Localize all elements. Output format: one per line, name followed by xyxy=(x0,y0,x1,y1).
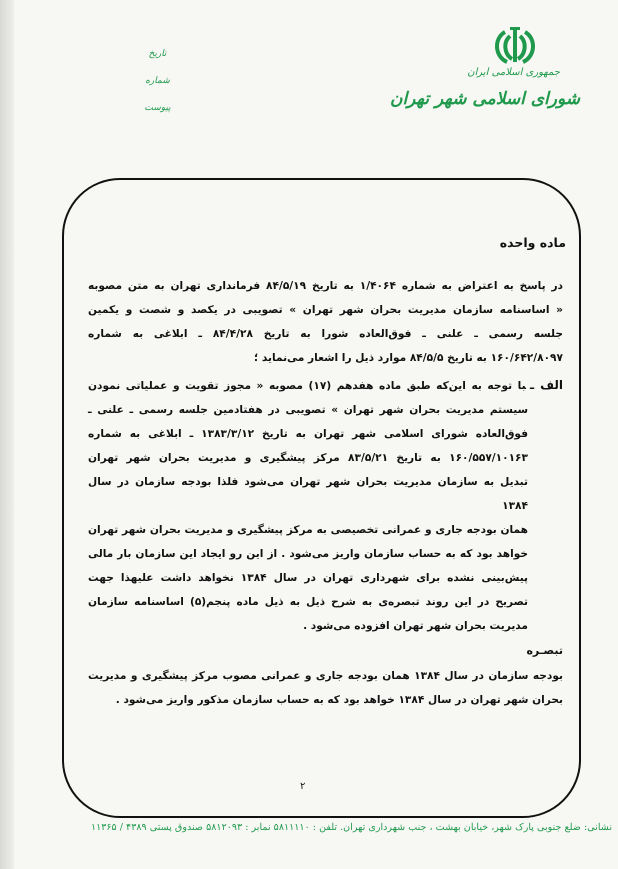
note-line: بحران شهر تهران در سال ۱۳۸۴ خواهد بود که به حساب سازمان مذکور واریز می‌شود . xyxy=(115,694,563,706)
scan-edge xyxy=(0,0,14,869)
intro-line: در پاسخ به اعتراض به شماره ۱/۴۰۶۴ به تاریخ ۸۴/۵/۱۹ فرمانداری تهران به متن مصوبه xyxy=(88,280,563,292)
intro-line: جلسه رسمی ـ علنی ـ فوق‌العاده شورا به تاریخ ۸۴/۴/۲۸ ـ ابلاغی به شماره xyxy=(88,328,563,340)
document-body xyxy=(88,274,563,712)
republic-name: جمهوری اسلامی ایران xyxy=(467,67,560,78)
number-label: شماره xyxy=(145,76,170,86)
intro-line: ۱۶۰/۶۴۲/۸۰۹۷ به تاریخ ۸۴/۵/۵ موارد ذیل را اشعار می‌نماید ؛ xyxy=(253,352,563,364)
iran-emblem-icon xyxy=(492,26,538,66)
section-a-line: ۱۶۰/۵۵۷/۱۰۱۶۳ به تاریخ ۸۳/۵/۲۱ مرکز پیشگیری و مدیریت بحران شهر تهران xyxy=(88,452,528,464)
section-a-first-line xyxy=(88,373,563,398)
document-heading: ماده واحده xyxy=(499,235,566,250)
note-line: بودجه سازمان در سال ۱۳۸۴ همان بودجه جاری و عمرانی مصوب مرکز پیشگیری و مدیریت xyxy=(88,670,563,682)
section-a-line: خواهد بود که به حساب سازمان واریز می‌شود . از این رو ایجاد این سازمان بار مالی xyxy=(88,548,528,560)
intro-line: « اساسنامه سازمان مدیریت بحران شهر تهران » تصویبی در یکصد و شصت و یکمین xyxy=(88,304,563,316)
note-heading: تبصـره xyxy=(526,644,563,657)
attachment-label: پیوست xyxy=(144,103,171,113)
section-a-line: با توجه به این‌که طبق ماده هفدهم (۱۷) مصوبه « مجوز تقویت و عملیاتی نمودن xyxy=(88,380,526,392)
section-a-line: فوق‌العاده شورای اسلامی شهر تهران به تاریخ ۱۳۸۳/۳/۱۲ ـ ابلاغی به شماره xyxy=(88,428,528,440)
council-name: شورای اسلامی شهر تهران xyxy=(389,89,580,109)
section-a-line: تبدیل به سازمان مدیریت بحران شهر تهران می‌شود فلذا بودجه سازمان در سال ۱۳۸۴ xyxy=(88,476,528,512)
section-a-line: سیستم مدیریت بحران شهر تهران » تصویبی در هفتادمین جلسه رسمی ـ علنی ـ xyxy=(88,404,528,416)
section-a-line: پیش‌بینی نشده برای شهرداری تهران در سال ۱۳۸۴ نخواهد داشت علیهذا جهت xyxy=(88,572,528,584)
section-a-line: مدیریت بحران شهر تهران افزوده می‌شود . xyxy=(303,620,528,632)
section-a-line: همان بودجه جاری و عمرانی تخصیصی به مرکز پیشگیری و مدیریت بحران شهر تهران xyxy=(88,524,528,536)
page-number: ۲ xyxy=(300,781,306,792)
section-a-line: تصریح در این روند تبصره‌ی به شرح ذیل به ذیل ماده پنجم(۵) اساسنامه سازمان xyxy=(88,596,528,608)
section-a-label: الف ـ xyxy=(529,378,563,392)
footer-address: نشانی: ضلع جنوبی پارک شهر، خیابان بهشت ، جنب شهرداری تهران. تلفن : ۵۸۱۱۱۱۰ نمابر : ۵۸۱۲۰۹۳ صندوق پستی ۴۳۸۹ / ۱۱۳۶۵ xyxy=(90,822,612,833)
date-label: تاریخ xyxy=(148,49,167,59)
